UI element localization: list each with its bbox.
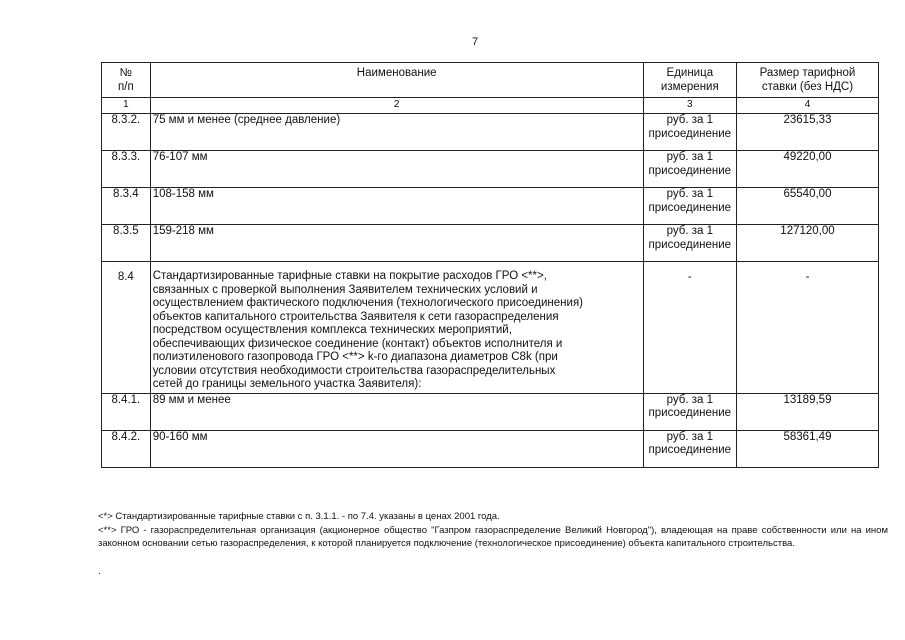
row-name: 76-107 мм	[150, 151, 643, 188]
table-row	[102, 114, 879, 151]
footnotes	[98, 510, 888, 551]
row-name: 90-160 мм	[150, 430, 643, 467]
tariff-table	[101, 62, 879, 468]
row-name: 159-218 мм	[150, 225, 643, 262]
row-unit: руб. за 1 присоединение	[643, 188, 736, 225]
row-unit: руб. за 1 присоединение	[643, 430, 736, 467]
row-unit: -	[643, 262, 736, 394]
footnote-prices: <*> Стандартизированные тарифные ставки с п. 3.1.1. - по 7.4. указаны в ценах 2001 года.	[98, 511, 500, 522]
row-value: 65540,00	[736, 188, 878, 225]
column-number: 1	[102, 98, 151, 114]
header-number: № п/п	[102, 63, 151, 98]
column-number: 4	[736, 98, 878, 114]
row-number: 8.4.2.	[102, 430, 151, 467]
row-name: 75 мм и менее (среднее давление)	[150, 114, 643, 151]
row-unit: руб. за 1 присоединение	[643, 393, 736, 430]
header-rate: Размер тарифной ставки (без НДС)	[736, 63, 878, 98]
row-number: 8.4	[102, 262, 151, 394]
row-value: 58361,49	[736, 430, 878, 467]
row-name: Стандартизированные тарифные ставки на покрытие расходов ГРО <**>, связанных с проверкой выполнения Заявителем технических условий и осуществлением фактического подключения (технологического присоединения) объектов капитального строительства Заявителя к сети газораспределения посредством осуществления комплекса технических мероприятий, обеспечивающих физическое соединение (контакт) объектов исполнителя и полиэтиленового газопровода ГРО <**> k-го диапазона диаметров C8k (при условии отсутствия необходимости строительства газораспределительных сетей до границы земельного участка Заявителя):	[150, 262, 643, 394]
footnote-gro: <**> ГРО - газораспределительная организация (акционерное общество "Газпром газораспределение Великий Новгород"), владеющая на праве собственности или на ином законном основании сетью газораспределения, к которой планируется подключение (технологическое присоединение) объекта капитального строительства.	[98, 524, 888, 549]
row-name: 89 мм и менее	[150, 393, 643, 430]
table-row	[102, 262, 879, 394]
table-row	[102, 393, 879, 430]
row-value: 49220,00	[736, 151, 878, 188]
table-row	[102, 225, 879, 262]
row-name: 108-158 мм	[150, 188, 643, 225]
page-number: 7	[471, 36, 479, 48]
row-number: 8.4.1.	[102, 393, 151, 430]
row-number: 8.3.5	[102, 225, 151, 262]
column-number: 2	[150, 98, 643, 114]
table-row	[102, 430, 879, 467]
header-unit: Единица измерения	[643, 63, 736, 98]
column-number-row	[102, 98, 879, 114]
row-number: 8.3.3.	[102, 151, 151, 188]
row-number: 8.3.2.	[102, 114, 151, 151]
row-value: 23615,33	[736, 114, 878, 151]
row-value: 13189,59	[736, 393, 878, 430]
table-header-row	[102, 63, 879, 98]
table-row	[102, 188, 879, 225]
trailing-mark: .	[98, 566, 101, 577]
row-unit: руб. за 1 присоединение	[643, 151, 736, 188]
row-value: -	[736, 262, 878, 394]
row-unit: руб. за 1 присоединение	[643, 225, 736, 262]
table-row	[102, 151, 879, 188]
column-number: 3	[643, 98, 736, 114]
row-number: 8.3.4	[102, 188, 151, 225]
row-value: 127120,00	[736, 225, 878, 262]
row-unit: руб. за 1 присоединение	[643, 114, 736, 151]
header-name: Наименование	[150, 63, 643, 98]
